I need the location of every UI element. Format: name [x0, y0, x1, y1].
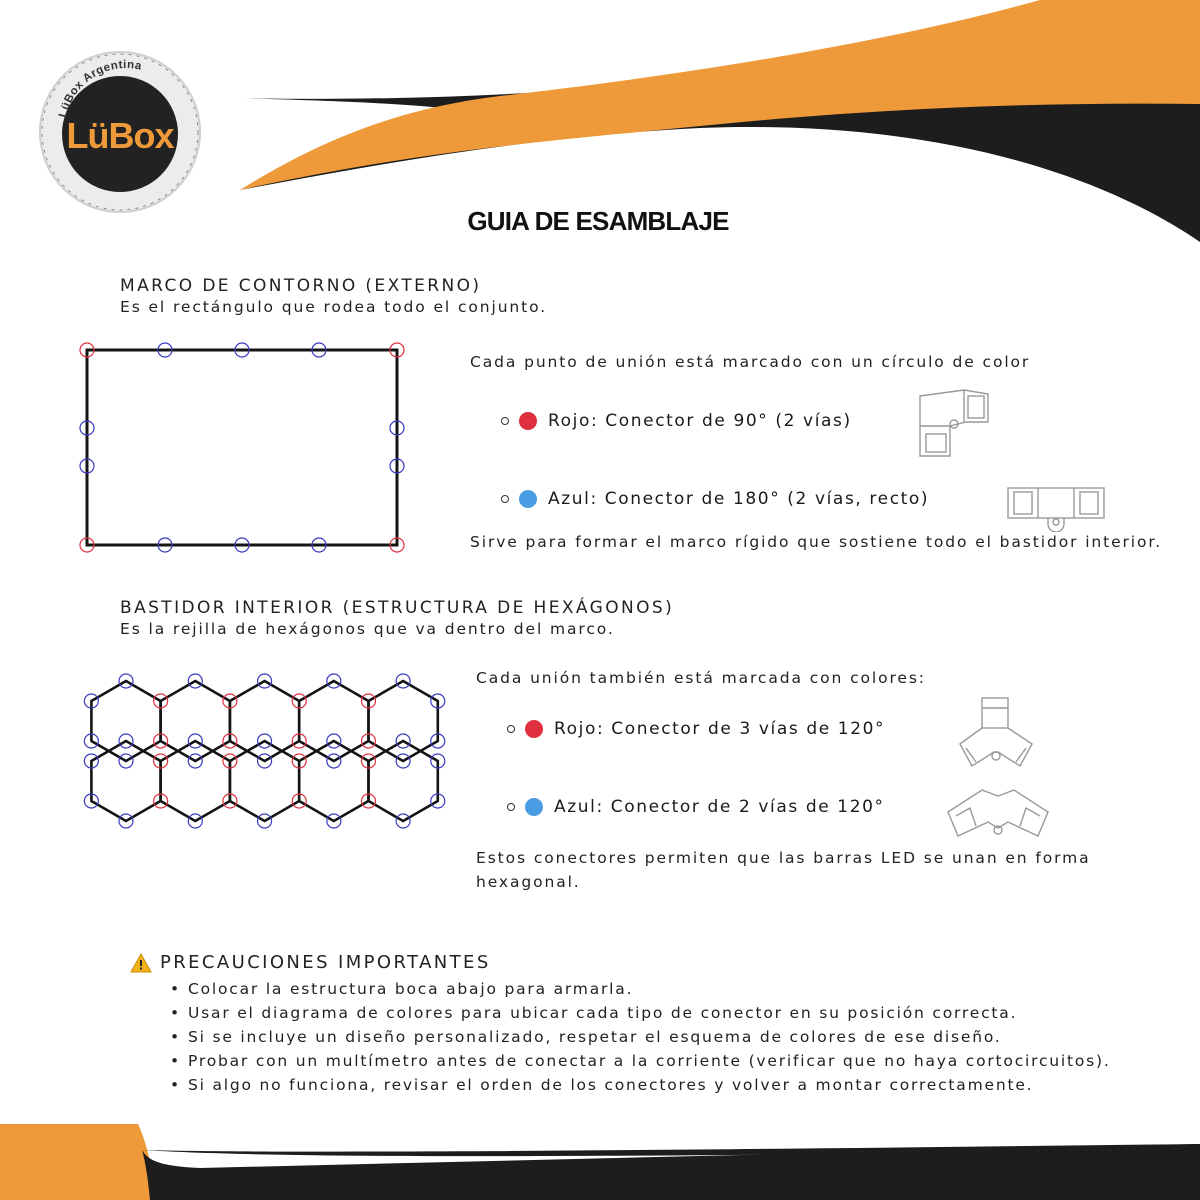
hexagon	[369, 741, 438, 821]
list-item: • Usar el diagrama de colores para ubicar cada tipo de conector en su posición correcta.	[166, 1001, 1166, 1025]
frame-section-subtitle: Es el rectángulo que rodea todo el conjunto.	[120, 298, 548, 316]
bullet-ring	[507, 803, 515, 811]
hexagon	[91, 741, 160, 821]
frame-note: Sirve para formar el marco rígido que sostiene todo el bastidor interior.	[470, 533, 1163, 551]
list-item: • Probar con un multímetro antes de conectar a la corriente (verificar que no haya cortocircuitos).	[166, 1049, 1166, 1073]
frame-item-red-label: Rojo: Conector de 90° (2 vías)	[548, 411, 852, 431]
hex-grid-diagram	[76, 670, 452, 862]
grid-item-red	[507, 719, 885, 739]
red-dot	[525, 720, 543, 738]
hexagon	[369, 681, 438, 761]
frame-item-red	[501, 411, 852, 431]
grid-item-red-label: Rojo: Conector de 3 vías de 120°	[554, 719, 886, 739]
footer-band	[0, 1110, 1200, 1200]
list-item: • Si algo no funciona, revisar el orden de los conectores y volver a montar correctamente.	[166, 1073, 1166, 1097]
elbow-connector-icon	[914, 386, 994, 462]
hexagon	[91, 681, 160, 761]
frame-item-blue-label: Azul: Conector de 180° (2 vías, recto)	[548, 489, 930, 509]
precautions-heading	[130, 952, 491, 973]
frame-intro: Cada punto de unión está marcado con un círculo de color	[470, 353, 1031, 371]
bullet-ring	[501, 495, 509, 503]
hexagon	[161, 681, 230, 761]
list-item: • Colocar la estructura boca abajo para armarla.	[166, 977, 1166, 1001]
grid-item-blue-label: Azul: Conector de 2 vías de 120°	[554, 797, 885, 817]
hexagon	[230, 741, 299, 821]
page-title: GUIA DE ESAMBLAJE	[467, 206, 729, 236]
logo-text: LüBox	[66, 115, 174, 156]
grid-section-title: BASTIDOR INTERIOR (ESTRUCTURA DE HEXÁGONOS)	[120, 598, 675, 618]
warning-icon	[130, 953, 152, 973]
three-way-connector-icon	[946, 694, 1046, 780]
list-item: • Si se incluye un diseño personalizado, respetar el esquema de colores de ese diseño.	[166, 1025, 1166, 1049]
straight-connector-icon	[1004, 482, 1108, 532]
bullet-ring	[501, 417, 509, 425]
frame-diagram	[70, 335, 420, 560]
grid-intro: Cada unión también está marcada con colores:	[476, 669, 926, 687]
grid-note: Estos conectores permiten que las barras LED se unan en forma hexagonal.	[476, 849, 1091, 891]
bullet-ring	[507, 725, 515, 733]
two-way-connector-icon	[942, 782, 1054, 848]
hexagon	[299, 681, 368, 761]
frame-section-title: MARCO DE CONTORNO (EXTERNO)	[120, 276, 482, 296]
hexagon	[230, 681, 299, 761]
red-dot	[519, 412, 537, 430]
blue-dot	[519, 490, 537, 508]
logo-ring-text: LüBox Argentina	[57, 58, 143, 119]
frame-item-blue	[501, 489, 929, 509]
blue-dot	[525, 798, 543, 816]
hexagon	[299, 741, 368, 821]
precautions-list	[166, 977, 1166, 1097]
lubox-logo	[36, 48, 204, 216]
precautions-title: PRECAUCIONES IMPORTANTES	[160, 952, 491, 973]
grid-section-subtitle: Es la rejilla de hexágonos que va dentro del marco.	[120, 620, 615, 638]
grid-item-blue	[507, 797, 885, 817]
hexagon	[161, 741, 230, 821]
